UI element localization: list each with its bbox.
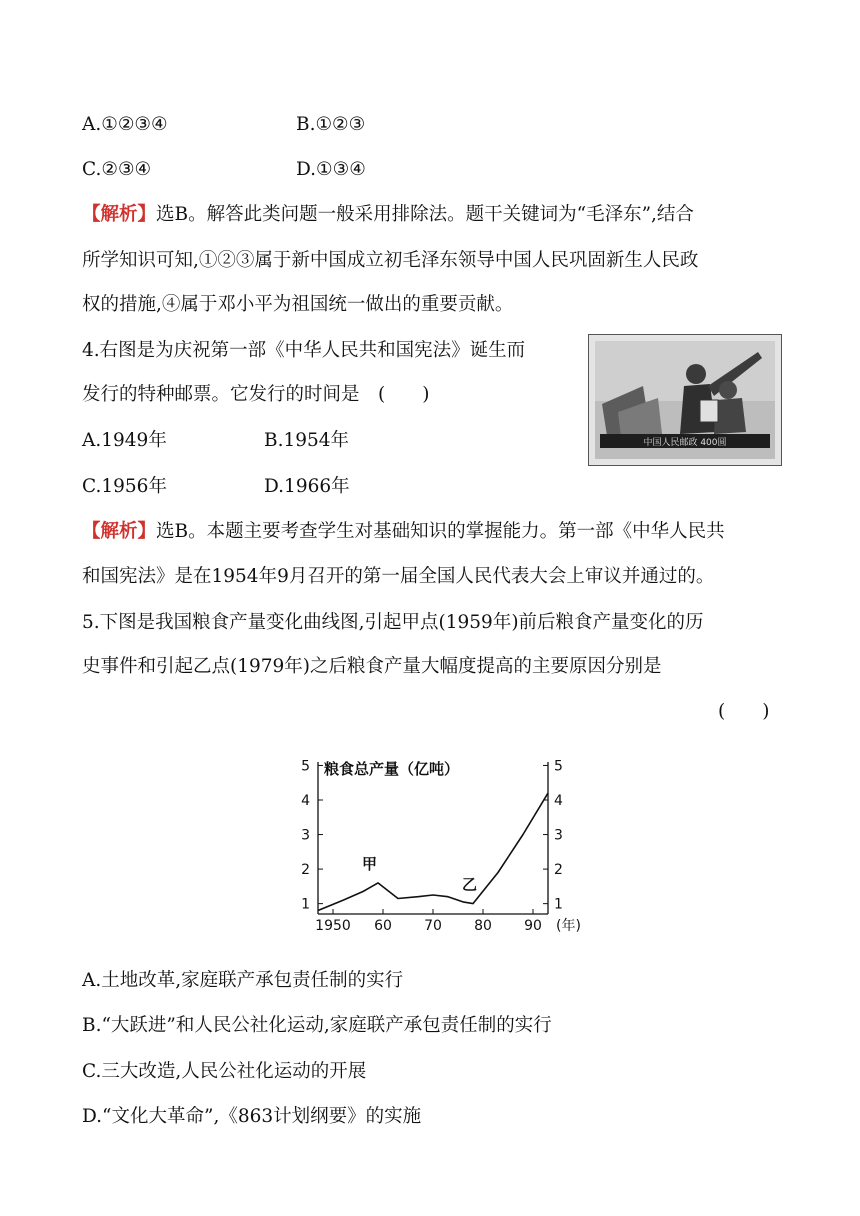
y-tick-label-right: 3 <box>554 827 563 844</box>
q3-analysis-line-1 <box>82 203 694 227</box>
q5-option-d: D.“文化大革命”,《863计划纲要》的实施 <box>82 1106 422 1127</box>
q5-stem-line-2: 史事件和引起乙点(1979年)之后粮食产量大幅度提高的主要原因分别是 <box>82 656 662 677</box>
constitution-stamp-image <box>588 334 782 466</box>
q3-analysis-line-2: 所学知识可知,①②③属于新中国成立初毛泽东领导中国人民巩固新生人民政 <box>82 250 699 271</box>
x-tick-label: 1950 <box>315 918 351 934</box>
y-tick-label-left: 5 <box>301 758 310 775</box>
y-tick-label-right: 5 <box>554 758 563 775</box>
q4-option-d: D.1966年 <box>264 476 350 497</box>
y-tick-label-left: 1 <box>301 896 310 913</box>
q3-analysis-line-3: 权的措施,④属于邓小平为祖国统一做出的重要贡献。 <box>82 294 514 315</box>
q4-stem-line-2: 发行的特种邮票。它发行的时间是 ( ) <box>82 384 430 405</box>
chart-x-axis-label: (年) <box>556 918 581 934</box>
q5-option-c: C.三大改造,人民公社化运动的开展 <box>82 1061 367 1082</box>
grain-output-chart <box>290 752 590 942</box>
chart-axes <box>318 762 548 914</box>
q3-option-a: A.①②③④ <box>82 114 168 135</box>
q4-option-a: A.1949年 <box>82 430 167 451</box>
q4-option-c: C.1956年 <box>82 476 167 497</box>
x-tick-label: 80 <box>474 918 492 934</box>
analysis-tag: 【解析】 <box>82 521 157 542</box>
q3-option-c: C.②③④ <box>82 159 152 180</box>
q5-option-a: A.土地改革,家庭联产承包责任制的实行 <box>82 970 404 991</box>
q4-analysis-text-1: 选B。本题主要考查学生对基础知识的掌握能力。第一部《中华人民共 <box>156 521 725 542</box>
y-tick-label-right: 1 <box>554 896 563 913</box>
point-annotation: 甲 <box>362 854 378 873</box>
y-tick-label-right: 2 <box>554 862 563 879</box>
q3-option-b: B.①②③ <box>296 114 366 135</box>
x-tick-label: 60 <box>374 918 392 934</box>
y-tick-label-left: 3 <box>301 827 310 844</box>
q4-stem-line-1: 4.右图是为庆祝第一部《中华人民共和国宪法》诞生而 <box>82 340 526 361</box>
y-tick-label-left: 2 <box>301 862 310 879</box>
analysis-tag: 【解析】 <box>82 204 157 225</box>
q4-analysis-line-2: 和国宪法》是在1954年9月召开的第一届全国人民代表大会上审议并通过的。 <box>82 566 715 587</box>
grain-output-line <box>318 793 548 910</box>
x-tick-label: 70 <box>424 918 442 934</box>
q5-option-b: B.“大跃进”和人民公社化运动,家庭联产承包责任制的实行 <box>82 1015 552 1036</box>
q3-analysis-text-1: 选B。解答此类问题一般采用排除法。题干关键词为“毛泽东”,结合 <box>156 204 694 225</box>
q5-answer-blank: ( ) <box>718 701 770 722</box>
chart-ticks <box>301 758 563 934</box>
chart-annotations <box>362 855 477 894</box>
y-tick-label-right: 4 <box>554 793 563 809</box>
stamp-banner-text: 中国人民邮政 400圆 <box>643 438 727 448</box>
point-annotation: 乙 <box>462 875 478 894</box>
chart-series <box>318 793 548 910</box>
y-tick-label-left: 4 <box>301 793 310 809</box>
chart-title: 粮食总产量（亿吨） <box>324 760 460 778</box>
q3-option-d: D.①③④ <box>296 159 366 180</box>
q4-analysis-line-1 <box>82 520 725 544</box>
q5-stem-line-1: 5.下图是我国粮食产量变化曲线图,引起甲点(1959年)前后粮食产量变化的历 <box>82 612 704 633</box>
q4-option-b: B.1954年 <box>264 430 350 451</box>
x-tick-label: 90 <box>524 918 542 934</box>
